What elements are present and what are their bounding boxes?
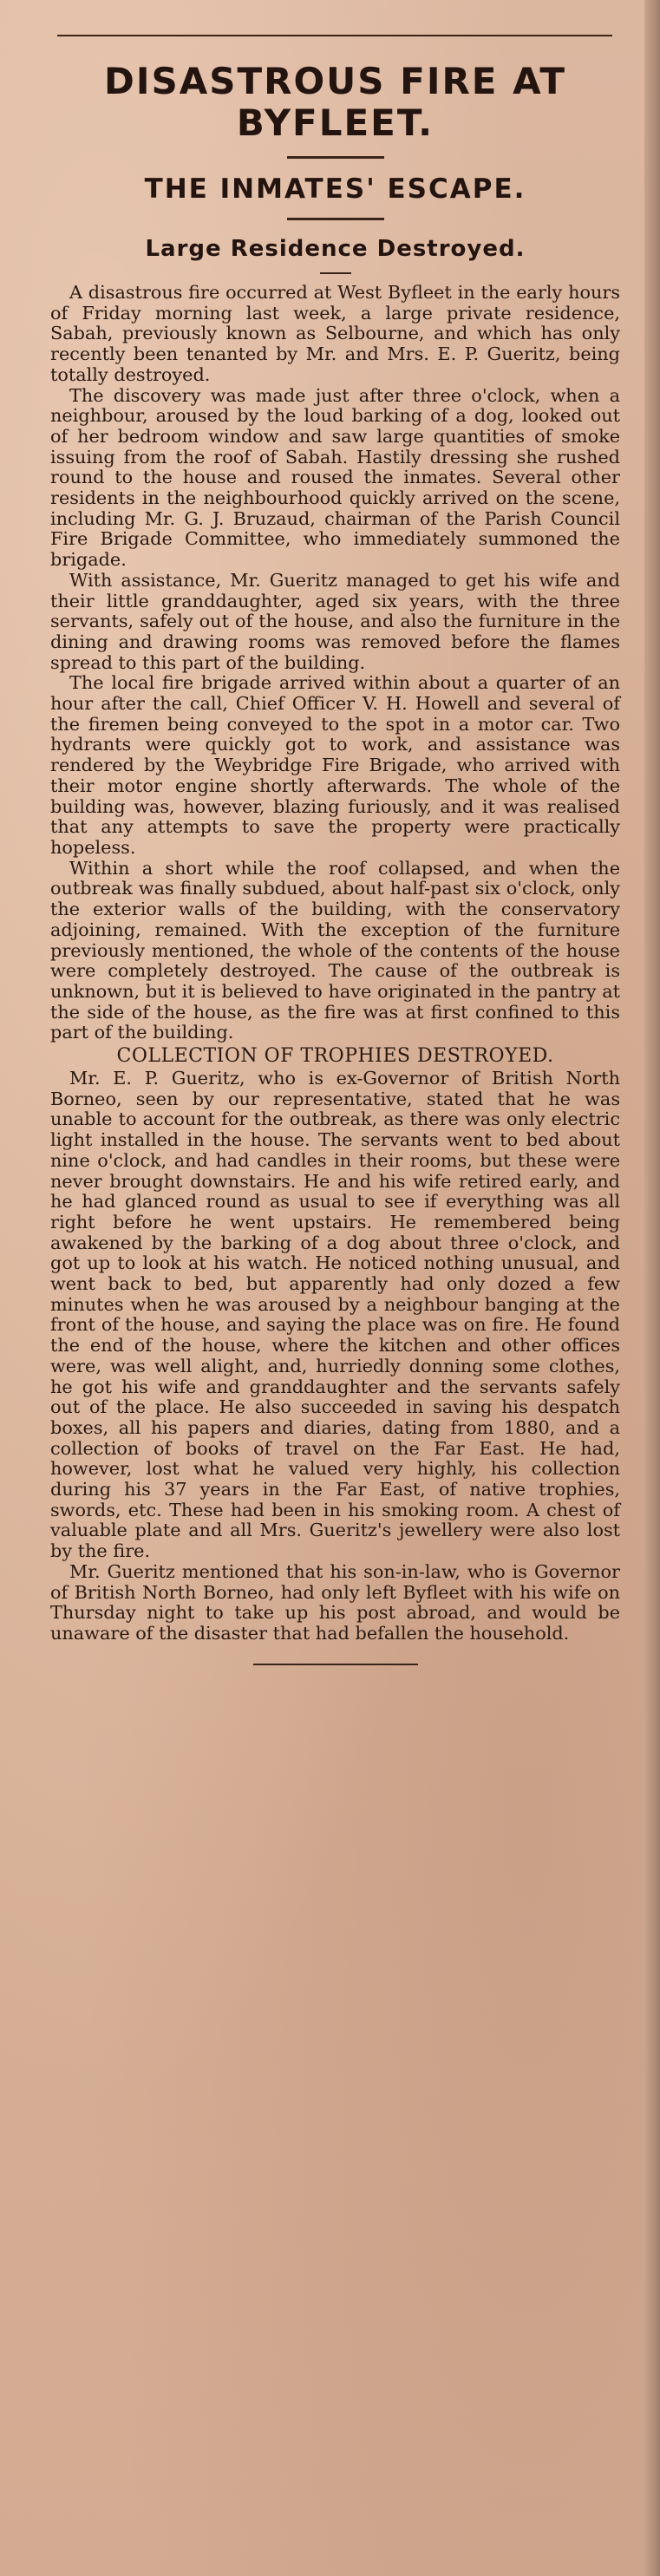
top-rule xyxy=(57,35,612,36)
section-heading: COLLECTION OF TROPHIES DESTROYED. xyxy=(116,1045,554,1068)
article-paragraph: A disastrous fire occurred at West Byfleet in the early hours of Friday morning last week, a large private residence, Sabah, previously known as Selbourne, and which has only recently been tenanted by Mr. and Mrs. E. P. Gueritz, being totally destroyed. xyxy=(50,282,620,385)
deck-rule xyxy=(320,272,351,274)
article-paragraph: With assistance, Mr. Gueritz managed to get his wife and their little granddaughter, aged six years, with the three servants, safely out of the house, and also the furniture in the dining and drawing rooms was removed before the flames spread to this part of the building. xyxy=(50,569,620,673)
subheadline-rule xyxy=(287,218,384,220)
torn-paper-edge xyxy=(644,0,660,2576)
article-paragraph: Mr. Gueritz mentioned that his son-in-law, who is Governor of British North Borneo, had only left Byfleet with his wife on Thursday night to take up his post abroad, and would be unaware of the disaster that had befallen the household. xyxy=(50,1560,620,1644)
article-paragraph: The local fire brigade arrived within about a quarter of an hour after the call, Chief Officer V. H. Howell and several of the firemen being conveyed to the spot in a motor car. Two hydrants were quickly got to work, and assistance was rendered by the Weybridge Fire Brigade, who arrived with their motor engine shortly afterwards. The whole of the building was, however, blazing furiously, and it was realised that any attempts to save the property were practically hopeless. xyxy=(50,672,620,858)
article-paragraph: Mr. E. P. Gueritz, who is ex-Governor of British North Borneo, seen by our representative, stated that he was unable to account for the outbreak, as there was only electric light installed in the house. The servants went to bed about nine o'clock, and had candles in their rooms, but these were never brought downstairs. He and his wife retired early, and he had glanced round as usual to see if everything was all right before he went upstairs. He remembered being awakened by the barking of a dog about three o'clock, and got up to look at his watch. He noticed nothing unusual, and went back to bed, but apparently had only dozed a few minutes when he was aroused by a neighbour banging at the front of the house, and saying the place was on fire. He found the end of the house, where the kitchen and other offices were, was well alight, and, hurriedly donning some clothes, he got his wife and granddaughter and the servants safely out of the place. He also succeeded in saving his despatch boxes, all his papers and diaries, dating from 1880, and a collection of books of travel on the Far East. He had, however, lost what he valued very highly, his collection during his 37 years in the Far East, of native trophies, swords, etc. These had been in his smoking room. A chest of valuable plate and all Mrs. Gueritz's jewellery were also lost by the fire. xyxy=(50,1068,620,1562)
article-paragraph: The discovery was made just after three o'clock, when a neighbour, aroused by the loud barking of a dog, looked out of her bedroom window and saw large quantities of smoke issuing from the roof of Sabah. Hastily dressing she rushed round to the house and roused the inmates. Several other residents in the neighbourhood quickly arrived on the scene, including Mr. G. J. Bruzaud, chairman of the Parish Council Fire Brigade Committee, who immediately summoned the brigade. xyxy=(50,384,620,571)
headline-rule xyxy=(287,156,384,159)
end-rule xyxy=(253,1664,418,1665)
article-paragraph: Within a short while the roof collapsed, and when the outbreak was finally subdued, about half-past six o'clock, only the exterior walls of the building, with the conservatory adjoining, remained. With the exception of the furniture previously mentioned, the whole of the contents of the house were completely destroyed. The cause of the outbreak is unknown, but it is believed to have originated in the pantry at the side of the house, as the fire was at first confined to this part of the building. xyxy=(50,857,620,1043)
secondary-subheadline: Large Residence Destroyed. xyxy=(145,236,526,262)
headline: DISASTROUS FIRE AT BYFLEET. xyxy=(103,60,567,144)
article-body xyxy=(50,283,620,1644)
subheadline: THE INMATES' ESCAPE. xyxy=(144,173,526,205)
